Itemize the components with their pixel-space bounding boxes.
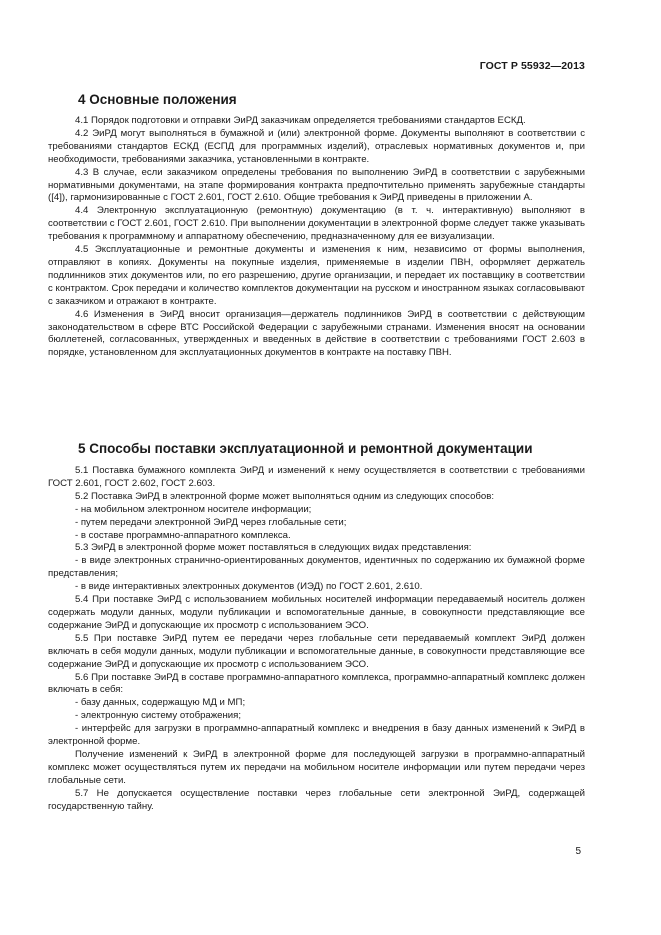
list-item: - на мобильном электронном носителе информации; [75,503,312,515]
section-4-title: 4 Основные положения [78,92,237,107]
list-item: - в виде электронных странично-ориентированных документов, идентичных по содержанию их бумажной форме представления; [48,555,585,580]
paragraph-5-2: 5.2 Поставка ЭиРД в электронной форме может выполняться одним из следующих способов: [75,490,495,502]
list-item: - путем передачи электронной ЭиРД через глобальные сети; [75,516,347,528]
list-item: - электронную систему отображения; [75,710,242,722]
page-number: 5 [575,846,581,857]
paragraph-4-4: 4.4 Электронную эксплуатационную (ремонтную) документацию (в т. ч. интерактивную) выполняют в соответствии с ГОСТ 2.601, ГОСТ 2.610. При выполнении документации в электронной форме следует также указывать требования к программному и аппаратному обеспечению, предназначенному для ее визуализации. [48,205,585,243]
section-5-body [48,465,585,813]
paragraph-5-7: 5.7 Не допускается осуществление поставки через глобальные сети электронной ЭиРД, содержащей государственную тайну. [48,787,585,812]
paragraph-5-6: 5.6 При поставке ЭиРД в составе программно-аппаратного комплекса, программно-аппаратный комплекс должен включать в себя: [48,671,585,696]
paragraph-4-6: 4.6 Изменения в ЭиРД вносит организация—держатель подлинников ЭиРД в соответствии с действующим законодательством в сфере ВТС Российской Федерации с зарубежными странами. Изменения вносят на основании бюллетеней, согласованных, утвержденных и введенных в действие в соответствии с требованиями ГОСТ 2.603 в порядке, установленном для эксплуатационных документов в контракте на поставку ПВН. [48,308,585,359]
list-item: - базу данных, содержащую МД и МП; [75,697,246,709]
paragraph-5-4: 5.4 При поставке ЭиРД с использованием мобильных носителей информации передаваемый носитель должен содержать модули данных, модули публикации и вспомогательные данные, в совокупности представляющие все содержание ЭиРД и допускающие их просмотр с использованием ЭСО. [48,594,585,631]
list-item: - интерфейс для загрузки в программно-аппаратный комплекс и внедрения в базу данных изменений к ЭиРД в электронной форме. [48,723,585,748]
list-item: - в виде интерактивных электронных документов (ИЭД) по ГОСТ 2.601, 2.610. [75,581,423,593]
paragraph-4-1: 4.1 Порядок подготовки и отправки ЭиРД заказчикам определяется требованиями стандартов ЕСКД. [75,115,526,126]
paragraph-5-1: 5.1 Поставка бумажного комплекта ЭиРД и изменений к нему осуществляется в соответствии с требованиями ГОСТ 2.601, ГОСТ 2.602, ГОСТ 2.603. [48,465,585,489]
paragraph-5-3: 5.3 ЭиРД в электронной форме может поставляться в следующих видах представления: [75,542,472,554]
paragraph-4-2: 4.2 ЭиРД могут выполняться в бумажной и (или) электронной форме. Документы выполняют в соответствии с требованиями стандартов ЕСКД (ЕСПД для программных изделий), отраслевых нормативных документов и, при необходимости, требованиями заказчика, установленными в контракте. [48,127,585,165]
section-4-body [48,115,585,360]
paragraph-5-6-note: Получение изменений к ЭиРД в электронной форме для последующей загрузки в программно-аппаратный комплекс может осуществляться путем их передачи на мобильном носителе информации или путем передачи через глобальные сети. [48,748,585,786]
paragraph-4-3: 4.3 В случае, если заказчиком определены требования по выполнению ЭиРД в соответствии с зарубежными нормативными документами, на этапе формирования контракта предпочтительно применять зарубежные стандарты ([4]), гармонизированные с ГОСТ 2.601, ГОСТ 2.610. Общие требования к ЭиРД приведены в приложении А. [48,166,585,204]
section-5-title: 5 Способы поставки эксплуатационной и ремонтной документации [78,441,533,456]
document-code: ГОСТ Р 55932—2013 [479,60,585,72]
paragraph-5-5: 5.5 При поставке ЭиРД путем ее передачи через глобальные сети передаваемый комплект ЭиРД должен включать в себя модули данных, модули публикации и вспомогательные данные, в совокупности представляющие все содержание ЭиРД и допускающие их просмотр с использованием ЭСО. [48,632,585,670]
list-item: - в составе программно-аппаратного комплекса. [75,529,291,541]
paragraph-4-5: 4.5 Эксплуатационные и ремонтные документы и изменения к ним, независимо от формы выполнения, отправляют в копиях. Документы на покупные изделия, применяемые в изделии ПВН, оформляет держатель подлинников этих документов или, по его разрешению, другие организации, и передает их поставщику в соответствии с контрактом. Срок передачи и количество комплектов документации на русском и иностранном языках согласовывают с заказчиком и отражают в контракте. [48,244,585,307]
